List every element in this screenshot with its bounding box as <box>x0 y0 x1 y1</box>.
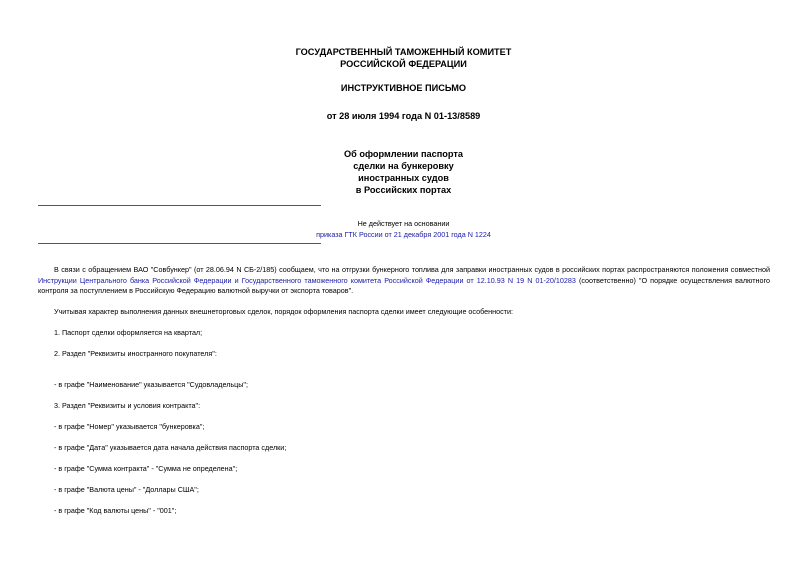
paragraph: 2. Раздел "Реквизиты иностранного покупателя": <box>54 349 217 358</box>
paragraph: - в графе "Номер" указывается "бункеровка"; <box>54 422 205 431</box>
document-title-line1: Об оформлении паспорта <box>343 149 464 159</box>
org-name-line2: РОССИЙСКОЙ ФЕДЕРАЦИИ <box>340 59 467 69</box>
intro-text-part1: В связи с обращением ВАО "Совбункер" (от 28.06.94 N СБ-2/185) сообщаем, что на отгрузки бункерного топлива для заправки иностранных судов в российских портах распространяются положения совместной <box>54 265 770 274</box>
document-title-line4: в Российских портах <box>355 185 452 195</box>
paragraph: - в графе "Валюта цены" - "Доллары США"; <box>54 485 199 494</box>
document-date-number: от 28 июля 1994 года N 01-13/8589 <box>326 111 481 121</box>
divider-bottom <box>38 243 321 244</box>
paragraph: - в графе "Наименование" указывается "Судовладельцы"; <box>54 380 248 389</box>
divider-top <box>38 205 321 206</box>
instruction-link[interactable]: Инструкции Центрального банка Российской Федерации и Государственного таможенного комитета Российской Федерации от 12.10.93 N 19 N 01-20/10283 <box>38 275 576 285</box>
document-title-line2: сделки на бункеровку <box>353 161 454 171</box>
paragraph: 3. Раздел "Реквизиты и условия контракта": <box>54 401 201 410</box>
paragraph: 1. Паспорт сделки оформляется на квартал; <box>54 328 203 337</box>
document-type: ИНСТРУКТИВНОЕ ПИСЬМО <box>340 83 467 93</box>
document-title-line3: иностранных судов <box>358 173 449 183</box>
paragraph: - в графе "Код валюты цены" - "001"; <box>54 506 177 515</box>
paragraph: - в графе "Сумма контракта" - "Сумма не определена"; <box>54 464 238 473</box>
intro-paragraph <box>38 265 770 297</box>
status-note: Не действует на основании <box>357 219 450 228</box>
status-note-link[interactable]: приказа ГТК России от 21 декабря 2001 года N 1224 <box>316 230 491 239</box>
paragraph: Учитывая характер выполнения данных внешнеторговых сделок, порядок оформления паспорта сделки имеет следующие особенности: <box>54 307 513 316</box>
paragraph: - в графе "Дата" указывается дата начала действия паспорта сделки; <box>54 443 287 452</box>
intro-text-part2: (соответственно) "О порядке осуществления валютного контроля за поступлением в Российскую Федерацию валютной выручки от экспорта товаров". <box>38 275 770 295</box>
org-name-line1: ГОСУДАРСТВЕННЫЙ ТАМОЖЕННЫЙ КОМИТЕТ <box>295 47 512 57</box>
